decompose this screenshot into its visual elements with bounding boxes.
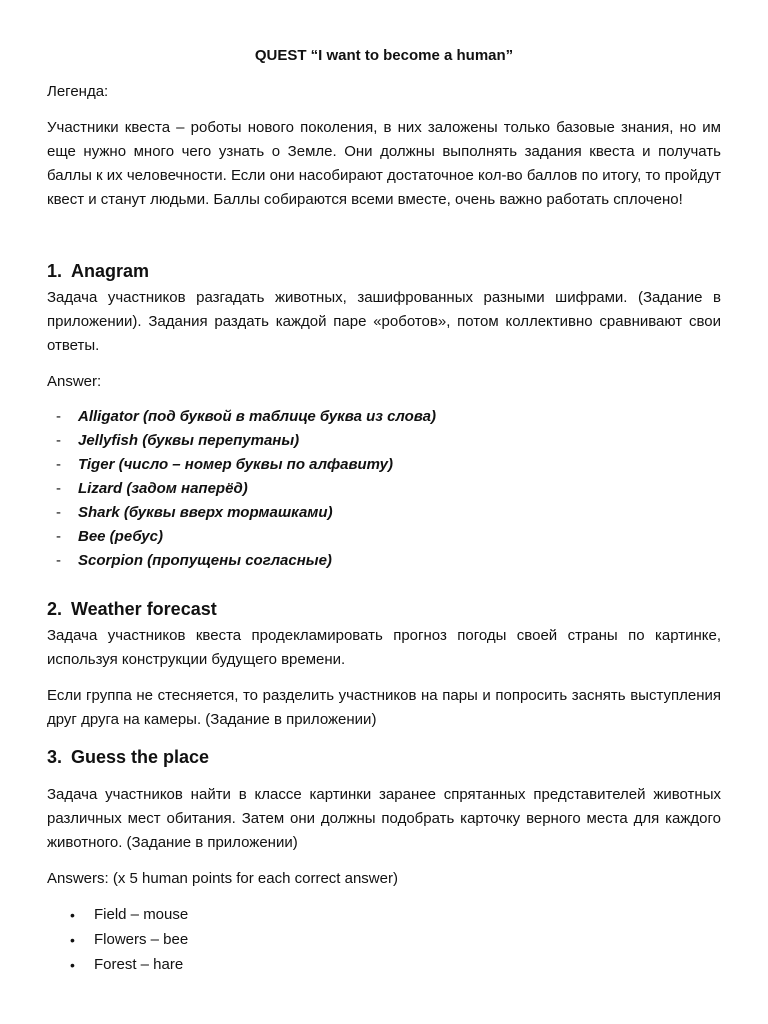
list-item: • Field – mouse xyxy=(47,903,721,928)
section-number: 1. xyxy=(47,261,63,281)
guess-place-answer-list xyxy=(47,903,721,978)
dash-bullet: - xyxy=(56,504,61,521)
list-item: • Forest – hare xyxy=(47,953,721,978)
section-title: Anagram xyxy=(71,261,150,281)
section-title: Weather forecast xyxy=(71,599,217,619)
dash-bullet: - xyxy=(56,528,61,545)
dash-bullet: - xyxy=(56,480,61,497)
section-number: 2. xyxy=(47,599,63,619)
bullet-dot-icon: • xyxy=(70,957,75,973)
list-item: - Lizard (задом наперёд) xyxy=(47,477,721,501)
list-item: - Bee (ребус) xyxy=(47,525,721,549)
legend-text: Участники квеста – роботы нового поколения, в них заложены только базовые знания, но им еще нужно много чего узнать о Земле. Они должны выполнять задания квеста и получать баллы к их человечности. Если они насобирают достаточное кол-во баллов по итогу, то пройдут квест и станут людьми. Баллы собираются всеми вместе, очень важно работать сплочено! xyxy=(47,119,721,208)
dash-bullet: - xyxy=(56,432,61,449)
legend-label: Легенда: xyxy=(47,83,109,100)
anagram-answer-label: Answer: xyxy=(47,373,102,390)
section-heading-anagram xyxy=(47,258,721,284)
section-number: 3. xyxy=(47,747,63,767)
dash-bullet: - xyxy=(56,408,61,425)
section-title: Guess the place xyxy=(71,747,210,767)
document-title: QUEST “I want to become a human” xyxy=(254,47,514,64)
anagram-answer-list xyxy=(47,405,721,573)
weather-extra-text: Если группа не стесняется, то разделить участников на пары и попросить заснять выступления друг друга на камеры. (Задание в приложении) xyxy=(47,687,721,728)
list-item: - Tiger (число – номер буквы по алфавиту) xyxy=(47,453,721,477)
weather-task-text: Задача участников квеста продекламировать прогноз погоды своей страны по картинке, используя конструкции будущего времени. xyxy=(47,627,721,668)
bullet-dot-icon: • xyxy=(70,907,75,923)
dash-bullet: - xyxy=(56,456,61,473)
anagram-task-text: Задача участников разгадать животных, зашифрованных разными шифрами. (Задание в приложении). Задания раздать каждой паре «роботов», потом коллективно сравнивают свои ответы. xyxy=(47,289,721,354)
list-item: - Alligator (под буквой в таблице буква из слова) xyxy=(47,405,721,429)
section-heading-guess-the-place xyxy=(47,744,721,770)
list-item: - Shark (буквы вверх тормашками) xyxy=(47,501,721,525)
list-item: - Scorpion (пропущены согласные) xyxy=(47,549,721,573)
bullet-dot-icon: • xyxy=(70,932,75,948)
dash-bullet: - xyxy=(56,552,61,569)
list-item: • Flowers – bee xyxy=(47,928,721,953)
guess-place-answer-label: Answers: (x 5 human points for each correct answer) xyxy=(47,870,398,887)
guess-place-task-text: Задача участников найти в классе картинки заранее спрятанных представителей животных различных мест обитания. Затем они должны подобрать карточку верного места для каждого животного. (Задание в приложении) xyxy=(47,786,721,851)
list-item: - Jellyfish (буквы перепутаны) xyxy=(47,429,721,453)
section-heading-weather-forecast xyxy=(47,596,721,622)
